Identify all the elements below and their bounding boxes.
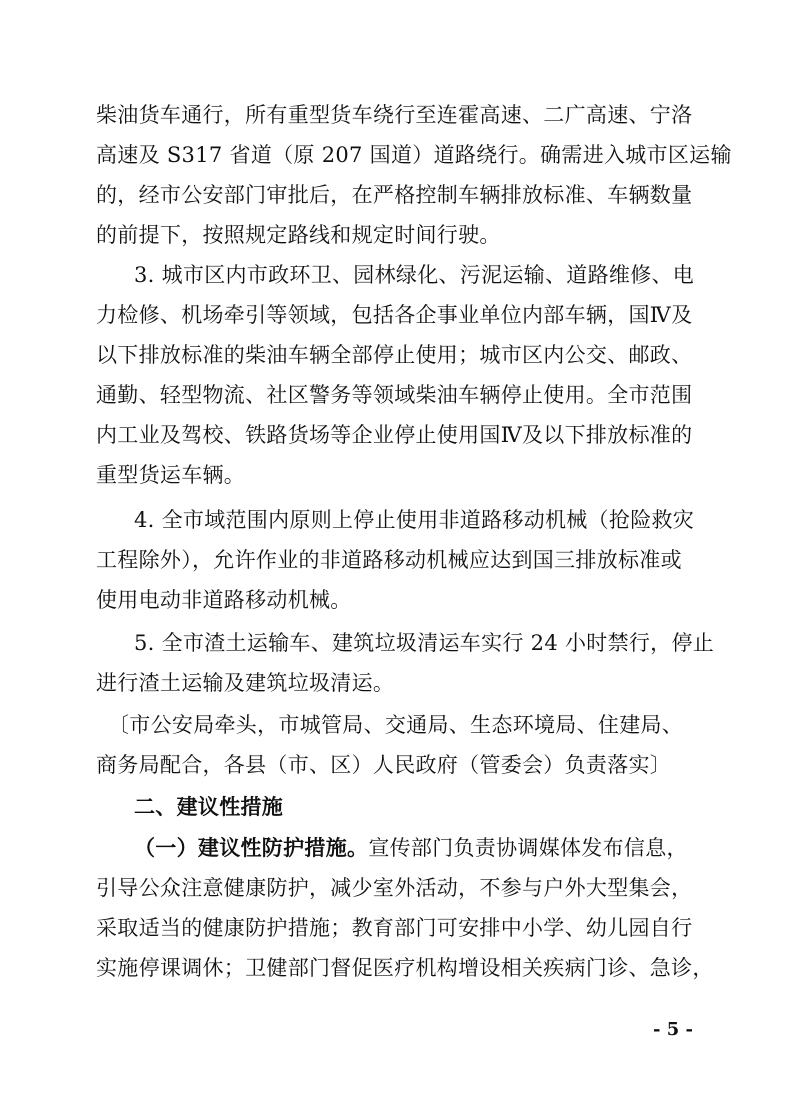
body-line: 的前提下，按照规定路线和规定时间行驶。 [96, 223, 501, 247]
responsibility-line: 商务局配合，各县（市、区）人民政府（管委会）负责落实〕 [96, 753, 672, 777]
body-line: 实施停课调休；卫健部门督促医疗机构增设相关疾病门诊、急诊， [96, 956, 714, 980]
body-line: 进行渣土运输及建筑垃圾清运。 [96, 671, 395, 695]
subsection-text: 宣传部门负责协调媒体发布信息， [368, 836, 688, 860]
body-line: 重型货运车辆。 [96, 463, 246, 487]
body-line: 使用电动非道路移动机械。 [96, 588, 352, 612]
list-item-3-line: 3. 城市区内市政环卫、园林绿化、污泥运输、道路维修、电 [134, 263, 695, 287]
body-line: 以下排放标准的柴油车辆全部停止使用；城市区内公交、邮政、 [96, 343, 693, 367]
body-line: 内工业及驾校、铁路货场等企业停止使用国Ⅳ及以下排放标准的 [96, 423, 693, 447]
responsibility-line: 〔市公安局牵头，市城管局、交通局、生态环境局、住建局、 [108, 713, 684, 737]
list-item-4-line: 4. 全市域范围内原则上停止使用非道路移动机械（抢险救灾 [134, 508, 695, 532]
subsection-line [134, 833, 696, 863]
body-line: 力检修、机场牵引等领域，包括各企事业单位内部车辆，国Ⅳ及 [96, 303, 693, 327]
body-line: 引导公众注意健康防护，减少室外活动，不参与户外大型集会， [96, 876, 693, 900]
body-line: 采取适当的健康防护措施；教育部门可安排中小学、幼儿园自行 [96, 916, 693, 940]
body-line: 柴油货车通行，所有重型货车绕行至连霍高速、二广高速、宁洛 [96, 103, 693, 127]
body-line: 的，经市公安部门审批后，在严格控制车辆排放标准、车辆数量 [96, 183, 693, 207]
body-line: 通勤、轻型物流、社区警务等领域柴油车辆停止使用。全市范围 [96, 383, 693, 407]
list-item-5-line: 5. 全市渣土运输车、建筑垃圾清运车实行 24 小时禁行，停止 [134, 631, 715, 655]
subsection-heading: （一）建议性防护措施。 [134, 835, 369, 860]
body-line: 工程除外），允许作业的非道路移动机械应达到国三排放标准或 [96, 548, 682, 572]
body-line: 高速及 S317 省道（原 207 国道）道路绕行。确需进入城市区运输 [96, 143, 732, 167]
section-heading: 二、建议性措施 [134, 794, 284, 819]
page-number: - 5 - [653, 1019, 693, 1040]
